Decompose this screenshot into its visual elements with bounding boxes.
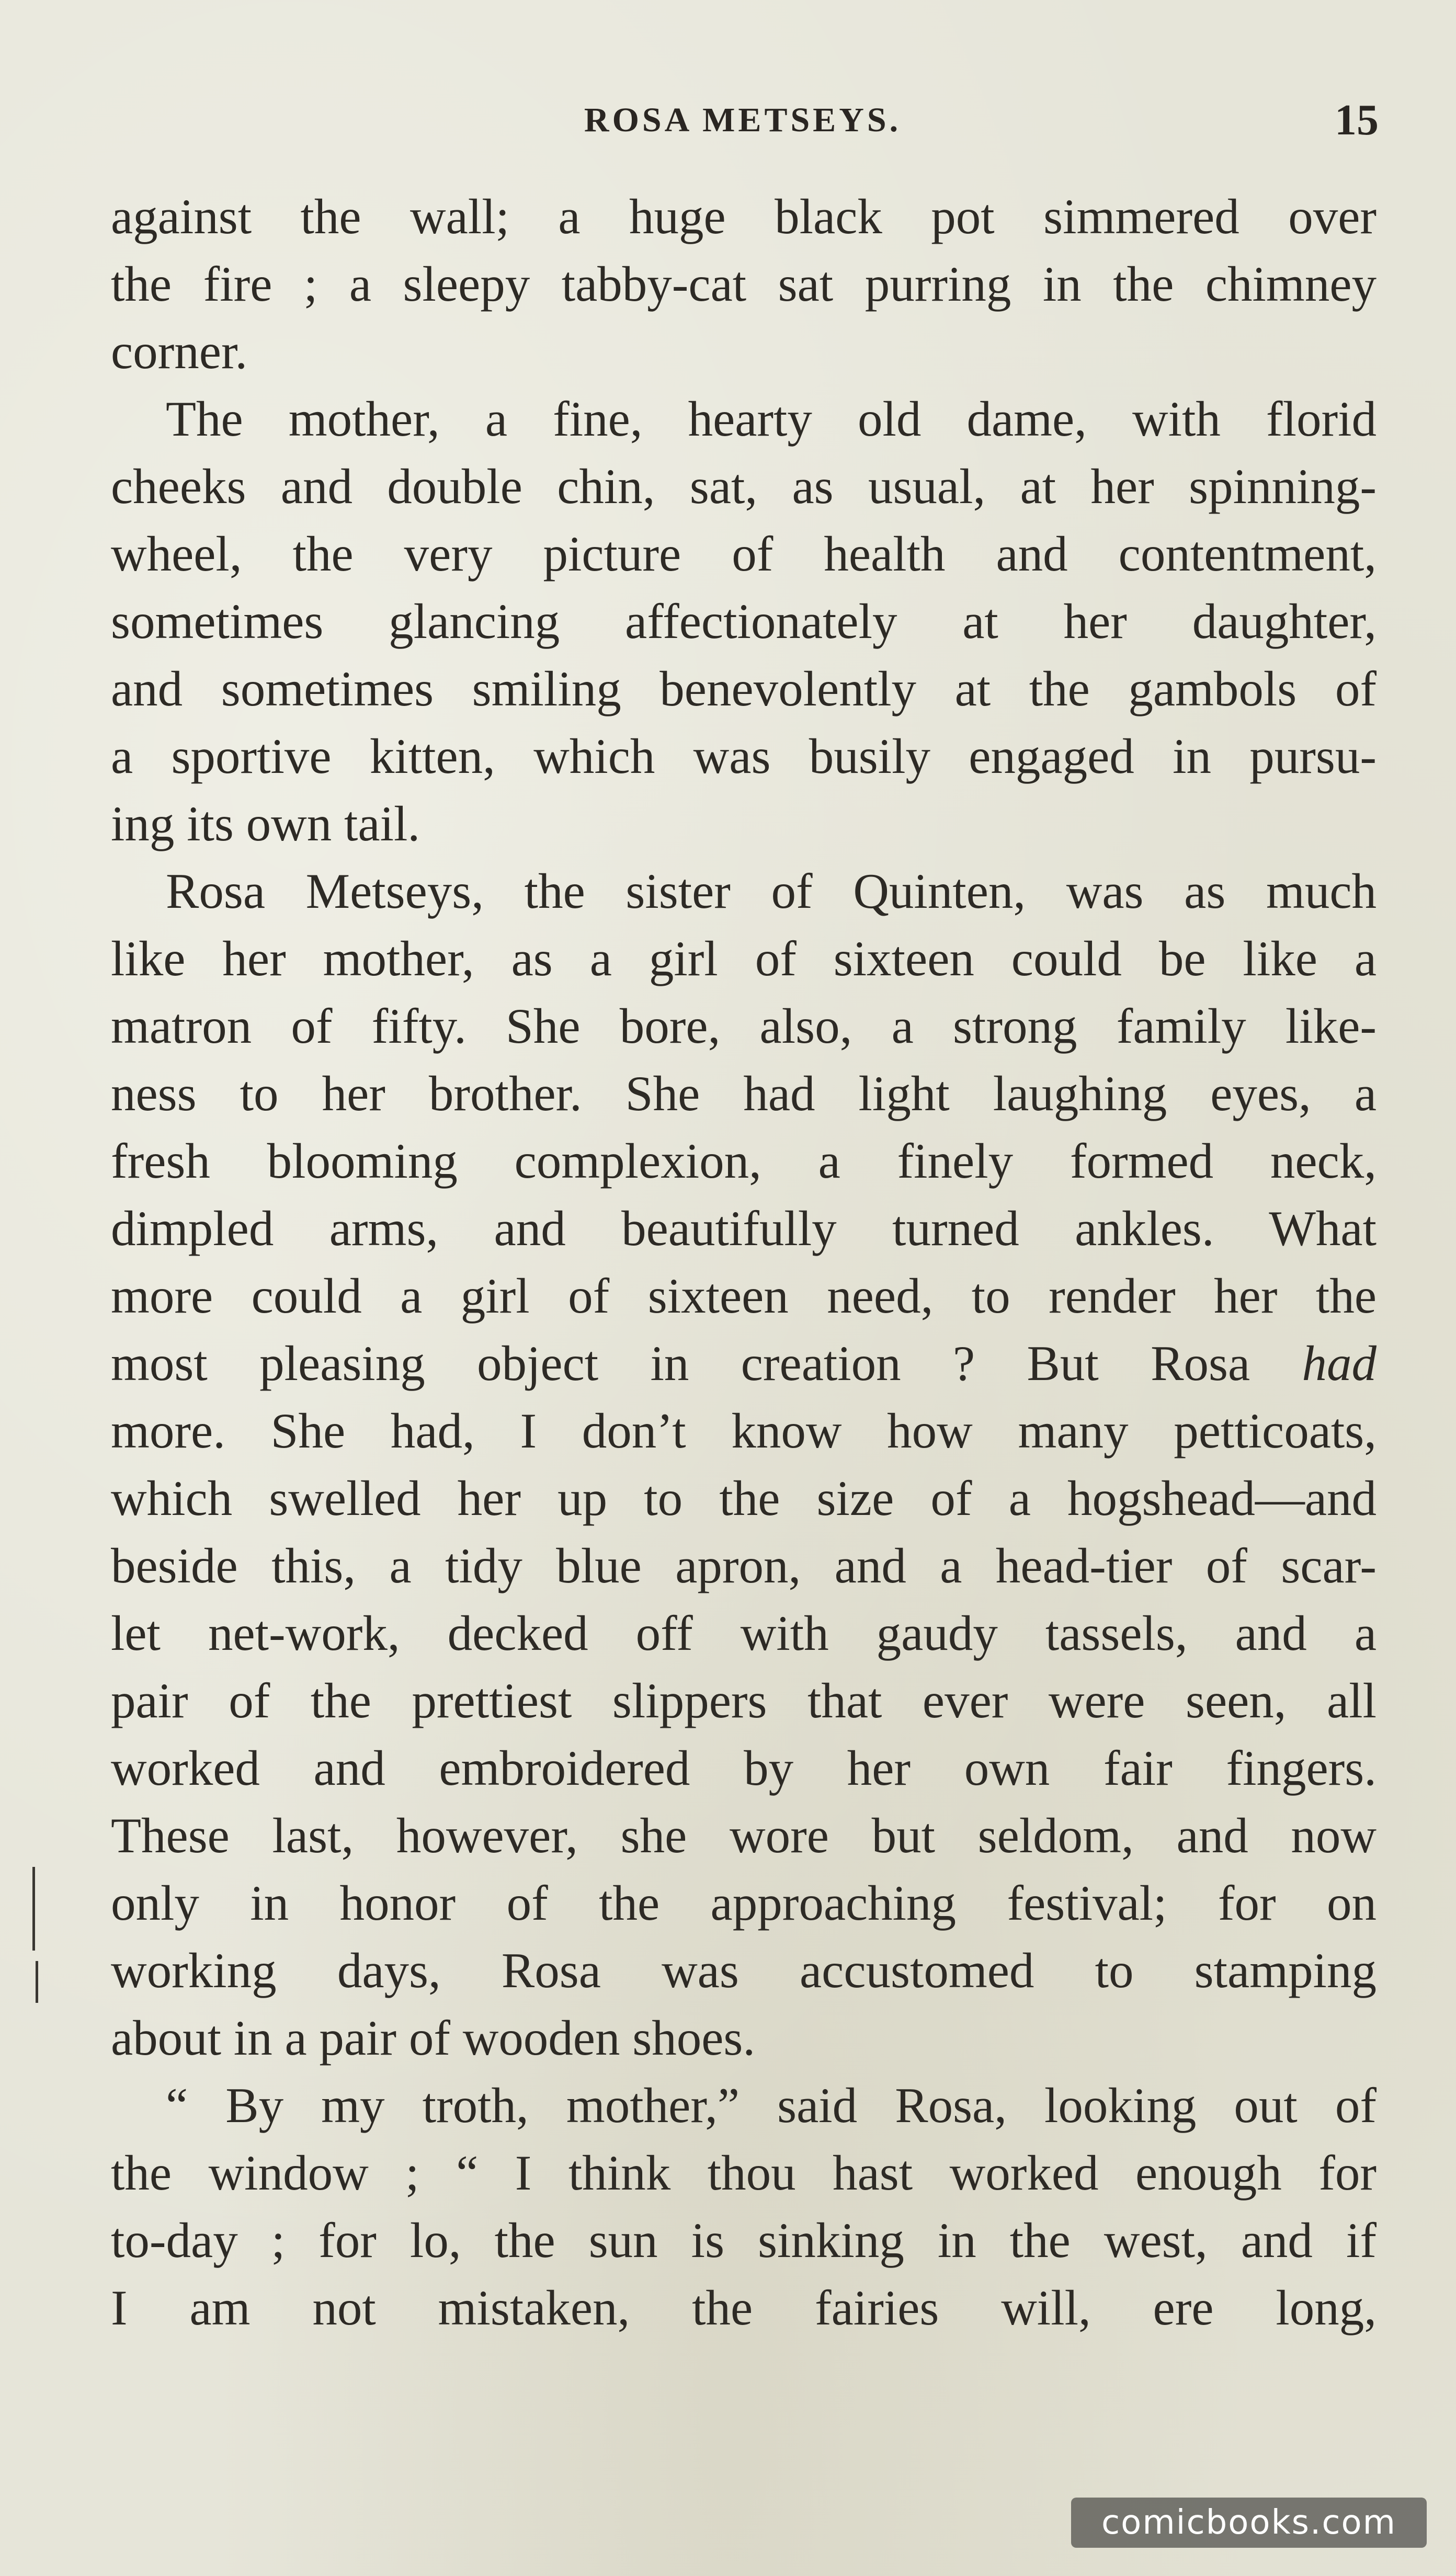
text-line: dimpled arms, and beautifully turned ankles. What: [111, 1201, 1377, 1256]
text-line: most pleasing object in creation ? But Rosa had: [111, 1336, 1377, 1391]
paragraph-2: [111, 385, 1377, 858]
text-line: and sometimes smiling benevolently at the gambols of: [111, 661, 1377, 716]
text-line: about in a pair of wooden shoes.: [111, 2010, 756, 2066]
text-line: I am not mistaken, the fairies will, ere long,: [111, 2280, 1377, 2335]
text-line: like her mother, as a girl of sixteen could be like a: [111, 931, 1377, 986]
text-line: to-day ; for lo, the sun is sinking in the west, and if: [111, 2213, 1377, 2268]
text-line: the window ; “ I think thou hast worked enough for: [111, 2145, 1377, 2201]
page-number: 15: [1335, 96, 1379, 144]
text-line: The mother, a fine, hearty old dame, with florid: [166, 391, 1377, 447]
watermark-logo: comicbooks.com: [1071, 2498, 1427, 2548]
text-line: These last, however, she wore but seldom, and now: [111, 1808, 1377, 1863]
text-line: corner.: [111, 324, 248, 379]
text-line: ness to her brother. She had light laughing eyes, a: [111, 1066, 1377, 1121]
text-line: cheeks and double chin, sat, as usual, at her spinning-: [111, 459, 1377, 514]
margin-mark: [32, 1867, 35, 1951]
text-line: the fire ; a sleepy tabby-cat sat purring in the chimney: [111, 256, 1377, 312]
text-line: wheel, the very picture of health and contentment,: [111, 526, 1377, 582]
text-line: beside this, a tidy blue apron, and a head-tier of scar-: [111, 1538, 1377, 1593]
text-line: ing its own tail.: [111, 796, 420, 851]
text-line: more could a girl of sixteen need, to render her the: [111, 1268, 1377, 1324]
text-line: more. She had, I don’t know how many petticoats,: [111, 1403, 1377, 1458]
text-line: against the wall; a huge black pot simmered over: [111, 189, 1377, 244]
text-line: a sportive kitten, which was busily engaged in pursu-: [111, 728, 1377, 784]
text-line: worked and embroidered by her own fair fingers.: [111, 1740, 1377, 1796]
margin-mark: [36, 1961, 38, 2003]
text-line: which swelled her up to the size of a hogshead—and: [111, 1471, 1377, 1526]
text-line: let net-work, decked off with gaudy tassels, and a: [111, 1605, 1377, 1661]
text-line: pair of the prettiest slippers that ever were seen, all: [111, 1673, 1377, 1728]
paragraph-3: [111, 858, 1377, 2072]
paragraph-4: [111, 2072, 1377, 2342]
running-title: ROSA METSEYS.: [584, 101, 902, 139]
text-line: only in honor of the approaching festival; for on: [111, 1875, 1377, 1931]
running-head: [0, 94, 1456, 146]
text-line: working days, Rosa was accustomed to stamping: [111, 1943, 1377, 1998]
text-line: sometimes glancing affectionately at her daughter,: [111, 594, 1377, 649]
text-line: fresh blooming complexion, a finely formed neck,: [111, 1133, 1377, 1189]
body-text: [111, 183, 1377, 2342]
text-line: Rosa Metseys, the sister of Quinten, was as much: [166, 863, 1377, 919]
emphasis-word: had: [1302, 1336, 1377, 1391]
paragraph-1: [111, 183, 1377, 385]
text-line: matron of fifty. She bore, also, a strong family like-: [111, 998, 1377, 1054]
text-line: “ By my troth, mother,” said Rosa, looking out of: [166, 2078, 1377, 2133]
